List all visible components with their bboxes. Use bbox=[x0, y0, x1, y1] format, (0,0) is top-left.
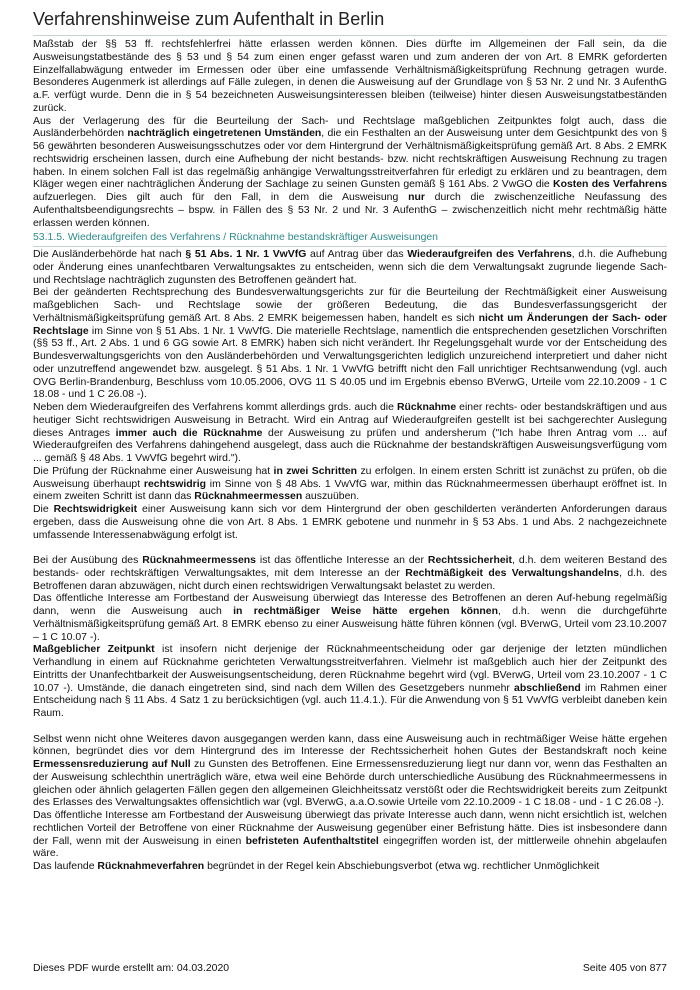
page-footer bbox=[33, 962, 667, 975]
bold-text: nur bbox=[408, 192, 425, 203]
paragraph bbox=[33, 402, 667, 466]
footer-page-number: Seite 405 von 877 bbox=[582, 963, 667, 974]
text-run: im Sinne von § 51 Abs. 1 Nr. 1 VwVfG. Die materielle Rechtslage, namentlich die entsprechenden gesetzlichen Vorschriften (§§ 53 ff., Art. 2 Abs. 1 und 6 GG sowie Art. 8 EMRK) haben sich nicht verändert. Ihr Regelungsgehalt wurde vor der Entscheidung des Bundesverwaltungsgerichts von den Ausländerbehörden und Verwaltungsgerichten lediglich unzureichend interpretiert und daher nicht oder unzutreffend angewendet bzw. ausgelegt. § 51 Abs. 1 Nr. 1 VwVfG betrifft nicht den Fall unrichtiger Rechtsanwendung (vgl. auch OVG Berlin-Brandenburg, Beschluss vom 10.05.2006, OVG 11 S 40.05 und im Ergebnis ebenso BVerwG, Urteile vom 22.10.2009 - 1 C 18.08 - und 1 C 26.08 -). bbox=[33, 325, 667, 401]
text-run: Aus der Verlagerung des für die Beurteilung der Sach- und Rechtslage maßgeblichen Zeitpunktes folgt auch, dass die Ausländerbehörden bbox=[33, 115, 667, 140]
bold-text: Rechtswidrigkeit bbox=[53, 504, 138, 515]
bold-text: Rücknahme bbox=[396, 402, 457, 413]
bold-text: § 51 Abs. 1 Nr. 1 VwVfG bbox=[185, 249, 307, 260]
paragraph bbox=[33, 861, 667, 874]
bold-text: nicht um Änderungen der Sach- oder Rechtslage bbox=[33, 312, 667, 337]
text-run: Die Ausländerbehörde hat nach bbox=[33, 249, 186, 260]
paragraph bbox=[33, 504, 667, 542]
text-run: ist das öffentliche Interesse an der bbox=[255, 555, 428, 566]
text-run: ist insofern nicht derjenige der Rücknahmeentscheidung oder gar derjenige der letzten mündlichen Verhandlung in einem auf Rücknahme gerichteten Verwaltungsstreitverfahren. Vielmehr ist maßgeblich auch hier der Zeitpunkt des Eintritts der Unanfechtbarkeit der Ausweisungsentscheidung, deren Rücknahme begehrt wird (vgl. BVerwG, Urteil vom 23.10.2007 - 1 C 10.07 -). Umstände, die danach eingetreten sind, sind nach dem Willen des Gesetzgebers nunmehr bbox=[33, 644, 667, 694]
document-page bbox=[33, 0, 667, 874]
text-run: eingegriffen worden ist, der mittlerweile ohnehin abgelaufen wäre. bbox=[33, 835, 667, 860]
text-run: , d.h. die Aufhebung oder Änderung eines unanfechtbaren Verwaltungsaktes zu entscheiden, wenn sich die dem Verwaltungsakt zugrunde liegende Sach- und Rechtslage nachträglich zugunsten des Betroffenen geändert hat. bbox=[33, 249, 668, 286]
bold-text: Ermessensreduzierung auf Null bbox=[33, 759, 191, 770]
paragraph bbox=[33, 555, 667, 593]
text-run: Die Prüfung der Rücknahme einer Ausweisung hat bbox=[33, 465, 274, 477]
text-run: , die ein Festhalten an der Ausweisung unter dem Gesichtpunkt des von § 56 gewährten besonderen Ausweisungsschutzes oder vor dem Hintergrund der Verhältnismäßigkeitsprüfung gemäß Art. 8 Abs. 2 EMRK rechtswidrig erscheinen lassen, durch eine Aufhebung der nicht bestands- bzw. nicht rechtskräftigen Ausweisung Rechnung zu tragen haben. In einem solchen Fall ist das regelmäßig anhängige Verwaltungsstreitverfahren für erledigt zu erklären und zu beantragen, dem Kläger wegen einer nachträglichen Änderung der Sachlage zu seinen Gunsten gemäß § 161 Abs. 2 VwGO die bbox=[33, 128, 667, 191]
bold-text: Kosten des Verfahrens bbox=[553, 179, 667, 191]
text-run: einer Ausweisung kann sich vor dem Hintergrund der oben geschilderten veränderten Anforderungen daraus ergeben, dass die Ausweisung ohne die von Art. 8 Abs. 1 EMRK gebotene und nunmehr in § 53 Abs. 1 und Abs. 2 nachgezeichnete umfassende Interessenabwägung erfolgt ist. bbox=[33, 504, 668, 541]
text-run: Das öffentliche Interesse am Fortbestand der Ausweisung überwiegt das Interesse des Betroffenen an deren Auf-hebung regelmäßig dann, wenn die Ausweisung auch bbox=[33, 593, 667, 617]
text-run: zu Gunsten des Betroffenen. Eine Ermessensreduzierung liegt nur dann vor, wenn das Festhalten an der Ausweisung schlechthin unerträglich wäre, etwa weil eine Behörde durch unterschiedliche Ausübung des Rücknahmeermessens in gleichen oder ähnlich gelagerten Fällen gegen den allgemeinen Gleichheitssatz verstößt oder die Rechtswidrigkeit bereits zum Zeitpunkt des Erlasses des Verwaltungsaktes offensichtlich war (vgl. BVerwG, a.a.O.sowie Urteile vom 22.10.2009 - 1 C 18.08 - und - 1 C 26.08 -). bbox=[33, 759, 668, 809]
text-run: Neben dem Wiederaufgreifen des Verfahrens kommt allerdings grds. auch die bbox=[33, 402, 397, 413]
text-run: zu erfolgen. In einem ersten Schritt ist zunächst zu prüfen, ob die Ausweisung überhaupt bbox=[33, 465, 667, 490]
paragraph bbox=[33, 39, 667, 116]
text-run: , d.h. wenn die durchgeführte Verhältnismäßigkeitsprüfung gemäß Art. 8 EMRK ebenso zu einer Ausweisung hätte führen können (vgl. BVerwG, Urteil vom 23.10.2007 – 1 C 10.07 -). bbox=[33, 606, 668, 643]
text-run: , d.h. dem weiteren Bestand des bestands- oder rechtskräftigen Verwaltungsaktes, mit dem Interesse an der bbox=[33, 555, 667, 579]
paragraph bbox=[33, 249, 667, 287]
paragraph bbox=[33, 734, 667, 811]
bold-text: Maßgeblicher Zeitpunkt bbox=[33, 644, 155, 656]
text-run: Das öffentliche Interesse am Fortbestand der Ausweisung überwiegt das private Interesse auch dann, wenn nicht ersichtlich ist, welchen rechtlichen Vorteil der Betroffene von einer Rücknahme der Ausweisung gegenüber einer Befristung hätte. Dies ist insbesondere dann der Fall, wenn mit der Ausweisung in einen bbox=[33, 810, 667, 847]
text-run: , d.h. des Betroffenen daran abzuwägen, nicht durch einen rechtswidrigen Verwaltungsakt belastet zu werden. bbox=[33, 567, 668, 592]
bold-text: Rechtmäßigkeit des Verwaltungshandelns bbox=[405, 567, 620, 579]
paragraph bbox=[33, 644, 667, 721]
page-title: Verfahrenshinweise zum Aufenthalt in Berlin bbox=[33, 8, 667, 36]
text-run: durch die zwischenzeitliche Neufassung des Aufenthaltsbeendigungsrechts – bspw. in Fällen des § 53 Nr. 2 und Nr. 3 AufenthG – zwischenzeitlich nicht mehr rechtmäßig hätte erlassen werden können. bbox=[33, 192, 667, 229]
text-run: Selbst wenn nicht ohne Weiteres davon ausgegangen werden kann, dass eine Ausweisung auch in rechtmäßiger Weise hätte ergehen können, begründet dies vor dem Hintergrund des im Interesse der Rechtssicherheit hohen Gutes der Bestandskraft noch keine bbox=[33, 733, 667, 758]
text-run: Maßstab der §§ 53 ff. rechtsfehlerfrei hätte erlassen werden können. Dies dürfte im Allgemeinen der Fall sein, da die Ausweisungstatbestände des § 53 und § 54 zum einen enger gefasst waren und zum anderen der von Art. 8 EMRK geforderten Einzelfallabwägung entweder im Ermessen oder über eine umfassende Verhältnismäßigkeitsprüfung Rechnung getragen wurde. Besonderes Augenmerk ist allerdings auf Fälle zulegen, in denen die Ausweisung auf der Grundlage von § 53 Nr. 2 und Nr. 3 AufenthG a.F. verfügt wurde. Denn die in § 54 bezeichneten Ausweisungsinteressen bleiben (teilweise) hinter diesen Ausweisungstatbeständen zurück. bbox=[33, 39, 667, 114]
paragraph bbox=[33, 116, 667, 231]
intro-paragraphs bbox=[33, 39, 667, 230]
text-run: im Rahmen einer Entscheidung nach § 11 Abs. 4 Satz 1 zu berücksichtigen (vgl. auch 11.4.1.). Für die Anwendung von § 51 VwVfG verbleibt daneben kein Raum. bbox=[33, 682, 667, 719]
bold-text: rechtswidrig bbox=[143, 478, 206, 490]
text-run: einer rechts- oder bestandskräftigen und aus heutiger Sicht rechtswidrigen Ausweisung in Betracht. Wird ein Antrag auf Wiederaufgreifen gestellt ist bei sachgerechter Auslegung dieses Antrages bbox=[33, 402, 667, 439]
bold-text: immer auch die Rücknahme bbox=[115, 427, 263, 439]
text-run: im Sinne von § 48 Abs. 1 VwVfG war, mithin das Rücknahmeermessen überhaupt eröffnet ist. In einem zweiten Schritt ist dann das bbox=[33, 478, 667, 503]
text-run: Bei der geänderten Rechtsprechung des Bundesverwaltungsgerichts zur für die Beurteilung der Rechtmäßigkeit einer Ausweisung maßgeblichen Sach- und Rechtslage sowie der größeren Bedeutung, die das Bundesverfassungsgericht der Verhältnismäßigkeitsprüfung gemäß Art. 8 Abs. 2 EMRK beigemessen haben, handelt es sich bbox=[33, 287, 667, 324]
bold-text: nachträglich eingetretenen Umständen bbox=[127, 128, 322, 140]
text-run: begründet in der Regel kein Abschiebungsverbot (etwa wg. rechtlicher Unmöglichkeit bbox=[204, 861, 600, 872]
text-run: Das laufende bbox=[33, 861, 98, 872]
paragraph bbox=[33, 810, 667, 861]
bold-text: Rücknahmeermessens bbox=[142, 555, 256, 566]
bold-text: in zwei Schritten bbox=[273, 465, 357, 477]
section-heading: 53.1.5. Wiederaufgreifen des Verfahrens / Rücknahme bestandskräftiger Ausweisungen bbox=[33, 232, 667, 247]
document-body bbox=[33, 39, 667, 874]
section-paragraphs bbox=[33, 249, 667, 874]
text-run: der Ausweisung zu prüfen und andersherum ("Ich habe Ihren Antrag vom ... auf Wiederaufgreifen des Verfahrens dahingehend ausgelegt, dass auch die Rücknahme der bestandskräftigen Ausweisungsverfügung vom ... gemäß § 48 Abs. 1 VwVfG begehrt wird."). bbox=[33, 427, 667, 464]
text-run: aufzuerlegen. Dies gilt auch für den Fall, in dem die Ausweisung bbox=[33, 192, 409, 203]
paragraph bbox=[33, 287, 667, 402]
paragraph bbox=[33, 466, 667, 504]
bold-text: Rücknahmeermessen bbox=[194, 491, 303, 503]
bold-text: Rechtssicherheit bbox=[427, 555, 513, 566]
text-run: auf Antrag über das bbox=[306, 249, 408, 260]
footer-created-date: Dieses PDF wurde erstellt am: 04.03.2020 bbox=[33, 963, 230, 974]
bold-text: Rücknahmeverfahren bbox=[97, 861, 205, 872]
text-run: Die bbox=[33, 504, 54, 515]
bold-text: befristeten Aufenthaltstitel bbox=[245, 835, 379, 847]
bold-text: abschließend bbox=[514, 682, 581, 694]
bold-text: Wiederaufgreifen des Verfahrens bbox=[407, 249, 572, 260]
paragraph bbox=[33, 593, 667, 644]
text-run: auszuüben. bbox=[302, 491, 360, 503]
bold-text: in rechtmäßiger Weise hätte ergehen können bbox=[233, 606, 498, 617]
text-run: Bei der Ausübung des bbox=[33, 555, 143, 566]
